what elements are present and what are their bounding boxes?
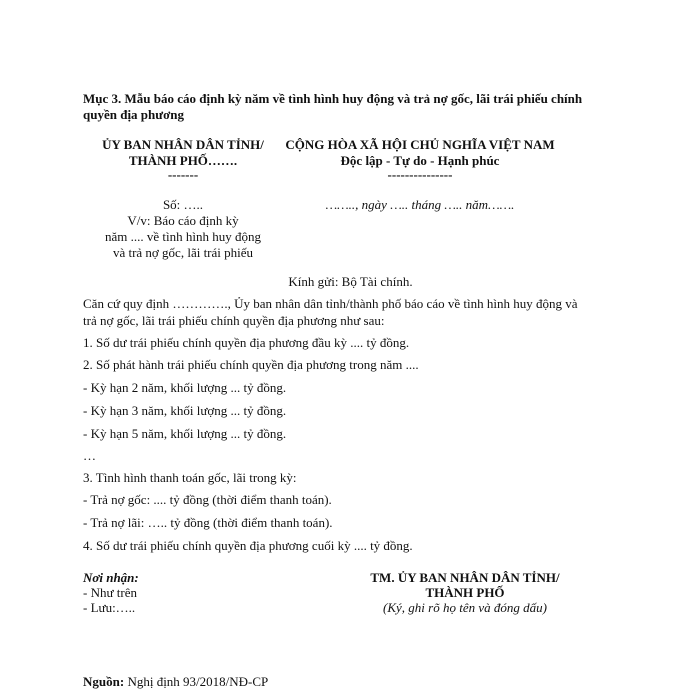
source-label: Nguồn:: [83, 674, 125, 689]
date-line: …….., ngày ….. tháng ….. năm…….: [325, 197, 515, 212]
report-item: - Trả nợ lãi: ….. tỷ đồng (thời điểm thanh toán).: [83, 515, 333, 530]
report-item: - Kỳ hạn 3 năm, khối lượng ... tỷ đồng.: [83, 403, 287, 418]
org-divider: -------: [167, 167, 199, 182]
national-title: CỘNG HÒA XÃ HỘI CHỦ NGHĨA VIỆT NAM: [285, 137, 555, 152]
intro-line-1: Căn cứ quy định …………., Ủy ban nhân dân tỉnh/thành phố báo cáo về tình hình huy động và: [83, 296, 578, 311]
section-heading-line-2: quyền địa phương: [83, 107, 184, 122]
report-item: - Trả nợ gốc: .... tỷ đồng (thời điểm thanh toán).: [83, 492, 332, 507]
subject-line-3: và trả nợ gốc, lãi trái phiếu: [112, 245, 254, 260]
org-name-line-2: THÀNH PHỐ…….: [128, 153, 238, 168]
recipients-label: Nơi nhận:: [83, 570, 139, 585]
subject-line-1: V/v: Báo cáo định kỳ: [127, 213, 239, 228]
report-item: - Kỳ hạn 5 năm, khối lượng ... tỷ đồng.: [83, 426, 287, 441]
recipient-item: - Lưu:…..: [83, 600, 136, 615]
report-item: 1. Số dư trái phiếu chính quyền địa phương đầu kỳ .... tỷ đồng.: [83, 335, 410, 350]
source-value: Nghị định 93/2018/NĐ-CP: [127, 674, 269, 689]
signer-title-line-1: TM. ỦY BAN NHÂN DÂN TỈNH/: [370, 570, 560, 585]
section-heading-line-1: Mục 3. Mẫu báo cáo định kỳ năm về tình hình huy động và trả nợ gốc, lãi trái phiếu chính: [83, 91, 583, 106]
signer-title-line-2: THÀNH PHỐ: [425, 585, 505, 600]
subject-line-2: năm .... về tình hình huy động: [105, 229, 261, 244]
motto-divider: ---------------: [387, 167, 453, 182]
report-item: - Kỳ hạn 2 năm, khối lượng ... tỷ đồng.: [83, 380, 287, 395]
document-number: Số: …..: [162, 197, 204, 212]
recipient-line: Kính gửi: Bộ Tài chính.: [288, 274, 413, 289]
recipient-item: - Như trên: [83, 585, 137, 600]
report-item: 4. Số dư trái phiếu chính quyền địa phương cuối kỳ .... tỷ đồng.: [83, 538, 413, 553]
org-name-line-1: ỦY BAN NHÂN DÂN TỈNH/: [102, 137, 264, 152]
report-item: 2. Số phát hành trái phiếu chính quyền địa phương trong năm ....: [83, 357, 419, 372]
intro-line-2: trả nợ gốc, lãi trái phiếu chính quyền địa phương như sau:: [83, 313, 385, 328]
signature-note: (Ký, ghi rõ họ tên và đóng dấu): [383, 600, 547, 615]
source-line: [83, 674, 268, 690]
report-item: 3. Tình hình thanh toán gốc, lãi trong kỳ:: [83, 470, 297, 485]
report-item: …: [83, 448, 96, 463]
national-motto: Độc lập - Tự do - Hạnh phúc: [340, 153, 500, 168]
